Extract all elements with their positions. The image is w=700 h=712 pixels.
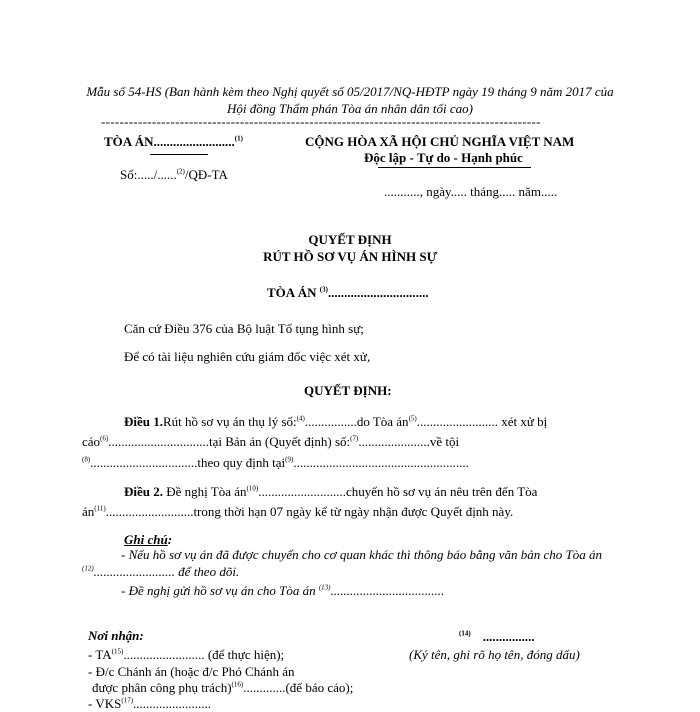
nation-title: CỘNG HÒA XÃ HỘI CHỦ NGHĨA VIỆT NAM [305,134,575,149]
notes-label: Ghi chú: [124,532,173,547]
decides-heading: QUYẾT ĐỊNH: [304,383,392,398]
signature-note: (Ký tên, ghi rõ họ tên, đóng dấu) [409,647,580,662]
article2-line2: $án^{(11)}...........................trong$ thời hạn 07 ngày kể từ ngày nhận được Quyết định này. [82,504,514,519]
issuer-court: TÒA ÁN $^{(3)}$............................... [267,285,429,300]
recipient-3: - VKS$^{(17)}$........................ [88,696,212,711]
form-note-line1: Mẫu số 54-HS (Ban hành kèm theo Nghị quyết số 05/2017/NQ-HĐTP ngày 19 tháng 9 năm 2017 của [86,84,614,99]
signature-placeholder: $^{(14)}$ ................ [459,629,535,644]
court-name: TÒA ÁN.........................$^{(1)}$ [104,134,243,149]
recipients-label: Nơi nhận: [88,628,144,643]
nation-motto: Độc lập - Tự do - Hạnh phúc [364,150,523,165]
basis-line2: Để có tài liệu nghiên cứu giám đốc việc xét xử, [124,349,371,364]
motto-underline [378,167,531,168]
note-1-line1: - Nếu hồ sơ vụ án đã được chuyển cho cơ quan khác thì thông báo bằng văn bản cho Tòa án [121,547,603,562]
note-1-line2: $^{(12)}$......................... để theo dõi. [82,564,240,579]
dashed-separator: ----------------------------------------------------------------------------------------------- [101,114,541,129]
article2-line1: Điều 2. Đề nghị Tòa $án^{(10)}...........................chuyển$ hồ sơ vụ án nêu trên đến Tòa [124,484,538,499]
basis-line1: Căn cứ Điều 376 của Bộ luật Tố tụng hình sự; [124,321,364,336]
date-line: ..........., ngày..... tháng..... năm..... [384,184,558,199]
title-line2: RÚT HỒ SƠ VỤ ÁN HÌNH SỰ [263,249,437,264]
note-2: - Đề nghị gửi hồ sơ vụ án cho Tòa án $^{(13)}$................................... [121,583,445,598]
recipient-2-line1: - Đ/c Chánh án (hoặc đ/c Phó Chánh án [88,664,295,679]
article1-line1: Điều 1.Rút hồ sơ vụ án thụ lý số:$^{(4)}$................do Tòa $án^{(5)}$......................... xét xử bị [124,414,548,429]
decision-number: Số:...../......$^{(2)}$/QĐ-TA [120,167,228,182]
article1-line2: cáo$^{(6)}$...............................tại Bản án (Quyết định) số:$^{(7)}$......................về tội [82,434,460,449]
court-underline [150,154,208,155]
article1-line3: $^{(8)}$.................................theo quy định tại$^{(9)}$...................................................... [82,455,469,470]
title-line1: QUYẾT ĐỊNH [308,232,392,247]
recipient-2-line2: được phân công phụ trách)$^{(16)}$.............(để báo cáo); [92,680,354,695]
form-note-line2: Hội đồng Thẩm phán Tòa án nhân dân tối cao) [227,101,473,116]
recipient-1: - TA$^{(15)}$......................... (để thực hiện); [88,647,285,662]
